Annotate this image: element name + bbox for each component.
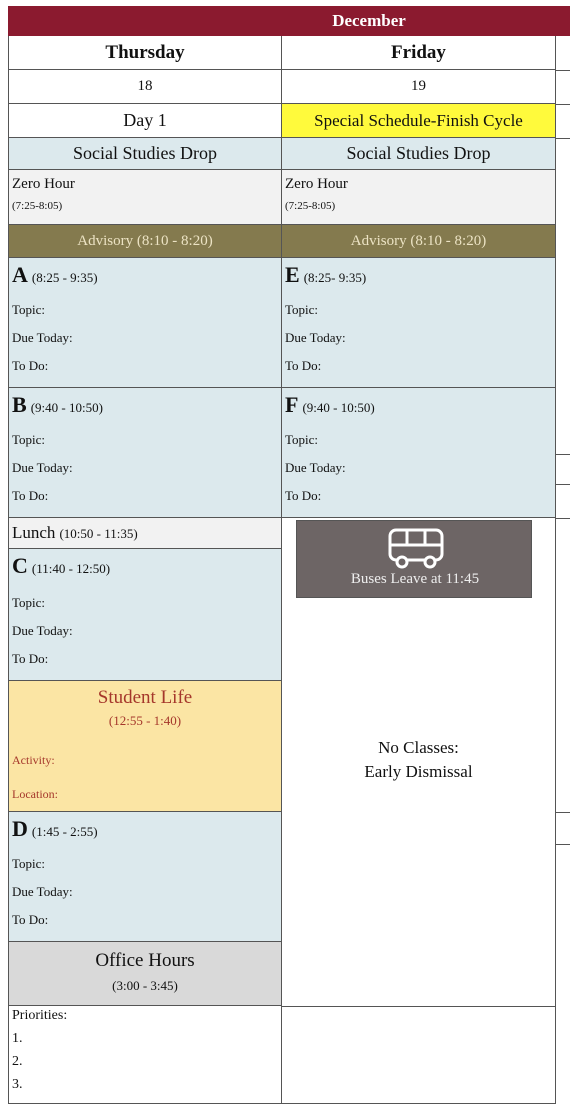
priority-item: 1.	[12, 1031, 23, 1046]
priorities-box[interactable]	[9, 1006, 281, 1102]
bus-icon	[387, 527, 445, 571]
zero-hour-label: Zero Hour	[12, 176, 75, 192]
zero-hour-label: Zero Hour	[285, 176, 348, 192]
no-classes-line2: Early Dismissal	[364, 762, 473, 781]
buses-badge	[296, 520, 532, 598]
block-c[interactable]	[9, 549, 281, 681]
zero-hour-time: (7:25-8:05)	[285, 200, 336, 212]
location-label: Location:	[12, 787, 58, 801]
due-label: Due Today:	[285, 460, 346, 475]
todo-label: To Do:	[12, 651, 49, 666]
no-classes-text	[282, 736, 555, 784]
due-label: Due Today:	[12, 330, 73, 345]
student-life-time: (12:55 - 1:40)	[108, 713, 182, 728]
month-label: December	[332, 11, 406, 30]
block-letter: F	[285, 392, 299, 417]
topic-label: Topic:	[285, 302, 319, 317]
topic-label: Topic:	[12, 595, 46, 610]
block-letter: E	[285, 262, 300, 287]
next-column-stub	[556, 36, 570, 1104]
thursday-date: 18	[9, 70, 281, 104]
student-life-block[interactable]	[9, 681, 281, 812]
block-f[interactable]	[282, 388, 555, 518]
activity-label: Activity:	[12, 753, 55, 767]
friday-column	[282, 36, 556, 1104]
thursday-advisory: Advisory (8:10 - 8:20)	[9, 225, 281, 258]
friday-bottom-rule	[282, 1103, 556, 1104]
topic-label: Topic:	[12, 302, 46, 317]
topic-label: Topic:	[12, 432, 46, 447]
block-time: (1:45 - 2:55)	[31, 824, 98, 839]
block-letter: B	[12, 392, 27, 417]
office-hours-time: (3:00 - 3:45)	[112, 978, 178, 993]
todo-label: To Do:	[285, 488, 322, 503]
friday-drop: Social Studies Drop	[282, 138, 555, 170]
block-d[interactable]	[9, 812, 281, 942]
block-letter: C	[12, 553, 28, 578]
topic-label: Topic:	[12, 856, 46, 871]
friday-priorities-divider	[282, 1006, 555, 1007]
friday-date: 19	[282, 70, 555, 104]
due-label: Due Today:	[12, 460, 73, 475]
todo-label: To Do:	[285, 358, 322, 373]
thursday-column	[8, 36, 282, 1104]
office-hours-block	[9, 942, 281, 1006]
priorities-label: Priorities:	[12, 1008, 68, 1023]
block-time: (8:25- 9:35)	[303, 270, 367, 285]
lunch-row	[9, 518, 281, 549]
friday-day-label: Special Schedule-Finish Cycle	[282, 104, 555, 138]
todo-label: To Do:	[12, 912, 49, 927]
due-label: Due Today:	[12, 884, 73, 899]
no-classes-line1: No Classes:	[378, 738, 459, 757]
thursday-zero-hour	[9, 170, 281, 225]
block-time: (9:40 - 10:50)	[30, 400, 103, 415]
block-letter: A	[12, 262, 28, 287]
block-time: (9:40 - 10:50)	[302, 400, 375, 415]
thursday-weekday: Thursday	[9, 36, 281, 70]
block-letter: D	[12, 816, 28, 841]
zero-hour-time: (7:25-8:05)	[12, 200, 63, 212]
due-label: Due Today:	[12, 623, 73, 638]
thursday-bottom-rule	[8, 1103, 282, 1104]
block-b[interactable]	[9, 388, 281, 518]
block-time: (8:25 - 9:35)	[31, 270, 98, 285]
friday-weekday: Friday	[282, 36, 555, 70]
todo-label: To Do:	[12, 488, 49, 503]
thursday-drop: Social Studies Drop	[9, 138, 281, 170]
month-header	[8, 6, 570, 36]
buses-text: Buses Leave at 11:45	[350, 571, 480, 587]
friday-advisory: Advisory (8:10 - 8:20)	[282, 225, 555, 258]
block-a[interactable]	[9, 258, 281, 388]
todo-label: To Do:	[12, 358, 49, 373]
lunch-label: Lunch	[12, 523, 56, 542]
due-label: Due Today:	[285, 330, 346, 345]
priority-item: 2.	[12, 1054, 23, 1069]
block-e[interactable]	[282, 258, 555, 388]
priority-item: 3.	[12, 1077, 23, 1092]
topic-label: Topic:	[285, 432, 319, 447]
thursday-day-label: Day 1	[9, 104, 281, 138]
student-life-title: Student Life	[97, 687, 193, 708]
friday-zero-hour	[282, 170, 555, 225]
office-hours-title: Office Hours	[95, 950, 195, 971]
lunch-time: (10:50 - 11:35)	[59, 526, 138, 541]
block-time: (11:40 - 12:50)	[31, 561, 111, 576]
